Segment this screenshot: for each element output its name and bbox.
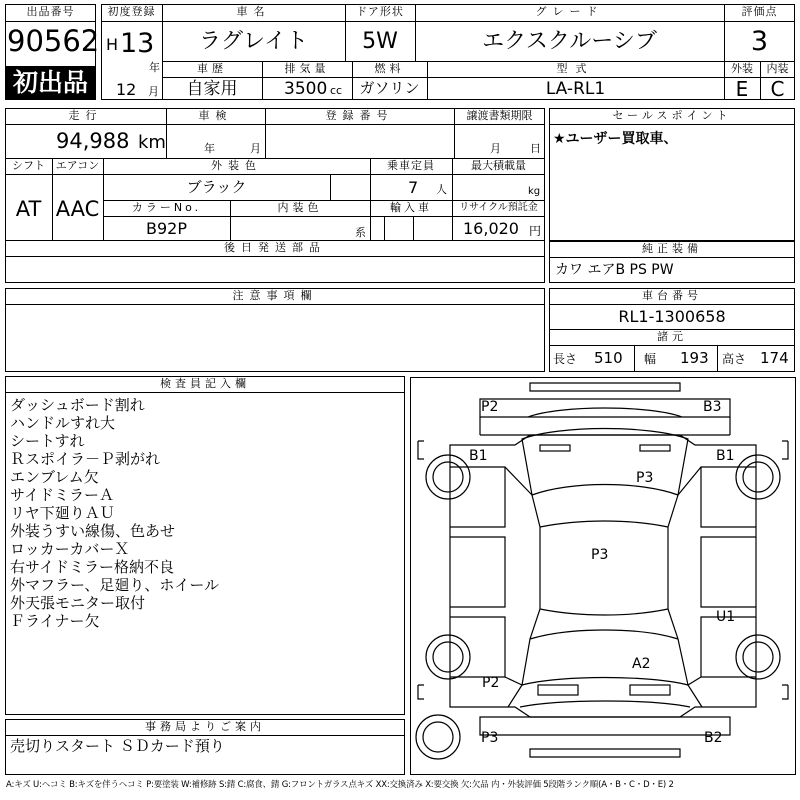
mileage-unit: km bbox=[138, 132, 166, 153]
color-value: ブラック bbox=[186, 178, 247, 196]
import-label: 輸入車 bbox=[390, 201, 432, 214]
door-value: 5W bbox=[362, 29, 398, 54]
sales-point-label: セールスポイント bbox=[612, 109, 732, 122]
history-label: 車歴 bbox=[197, 62, 227, 75]
mark-p3-rear: P3 bbox=[636, 470, 654, 486]
lot-number: 90562 bbox=[7, 24, 100, 58]
inspection-month-unit: 月 bbox=[250, 142, 261, 155]
inspector-line: リヤ下廻りＡＵ bbox=[10, 504, 115, 522]
mark-b1-left: B1 bbox=[469, 448, 488, 464]
recycle-unit: 円 bbox=[529, 224, 542, 238]
door-label: ドア形状 bbox=[356, 5, 404, 18]
chassis-label: 車台番号 bbox=[642, 289, 702, 302]
color-label: 外装色 bbox=[211, 159, 262, 172]
exterior-value: E bbox=[735, 77, 749, 101]
capacity-unit: 人 bbox=[436, 183, 447, 196]
interior-value: C bbox=[770, 77, 785, 101]
car-name: ラグレイト bbox=[199, 29, 308, 54]
first-reg-month: 12 bbox=[116, 80, 137, 99]
mark-a2-front: A2 bbox=[632, 656, 651, 672]
max-load-unit: kg bbox=[528, 186, 541, 197]
mark-p2-rear-left: P2 bbox=[481, 399, 499, 415]
transfer-label: 譲渡書類期限 bbox=[466, 109, 533, 122]
color-no-value: B92P bbox=[146, 219, 187, 238]
mileage-value: 94,988 bbox=[56, 129, 130, 153]
aircon-value: AAC bbox=[55, 197, 100, 221]
inspector-line: エンブレム欠 bbox=[10, 468, 99, 486]
inspector-line: ハンドルすれ大 bbox=[10, 414, 116, 432]
sales-point-text: ★ユーザー買取車、 bbox=[553, 131, 678, 147]
displacement-unit: cc bbox=[330, 84, 343, 97]
inspector-line: ロッカーカバーＸ bbox=[10, 540, 130, 558]
displacement-value: 3500 bbox=[284, 79, 328, 99]
inspector-line: シートすれ bbox=[10, 432, 85, 450]
interior-label: 内装 bbox=[766, 62, 789, 75]
height-value: 174 bbox=[760, 349, 789, 367]
grade-value: エクスクルーシブ bbox=[482, 29, 657, 54]
year-unit: 年 bbox=[149, 61, 160, 74]
inspector-line: Ｆライナー欠 bbox=[10, 612, 100, 630]
car-damage-diagram bbox=[410, 377, 796, 775]
first-listing-badge: 初出品 bbox=[6, 66, 95, 99]
width-label: 幅 bbox=[644, 352, 657, 366]
recycle-value: 16,020 bbox=[463, 219, 519, 238]
mileage-label: 走行 bbox=[68, 109, 103, 122]
equipment-value: カワ エアB PS PW bbox=[555, 262, 674, 278]
lot-label: 出品番号 bbox=[26, 5, 75, 18]
grade-label: グレード bbox=[535, 5, 604, 18]
exterior-label: 外装 bbox=[731, 62, 753, 75]
capacity-label: 乗車定員 bbox=[387, 159, 435, 172]
model-value: LA-RL1 bbox=[545, 79, 606, 99]
mark-b1-right: B1 bbox=[716, 448, 735, 464]
length-label: 長さ bbox=[553, 352, 578, 366]
fuel-label: 燃料 bbox=[374, 62, 405, 75]
sales-point-box bbox=[549, 108, 795, 241]
legend: A:キズ U:ヘコミ B:キズを伴うヘコミ P:要塗装 W:補修跡 S:錆 C:腐食、錆 G:フロントガラス点キズ XX:交換済み X:要交換 欠:欠品 内・外装評価 5段階ランク順(A・B・C・D・E) 2 bbox=[6, 780, 674, 790]
inspection-label: 車検 bbox=[198, 109, 233, 122]
mark-b3-rear-right: B3 bbox=[703, 399, 722, 415]
inspection-year-unit: 年 bbox=[204, 142, 215, 155]
first-reg-year: 13 bbox=[120, 28, 155, 59]
shift-value: AT bbox=[15, 197, 42, 221]
office-label: 事務局よりご案内 bbox=[145, 720, 265, 733]
max-load-label: 最大積載量 bbox=[471, 159, 526, 172]
inspector-label: 検査員記入欄 bbox=[160, 377, 250, 390]
inspector-line: 外マフラー、足廻り、ホイール bbox=[10, 576, 220, 594]
first-reg-label: 初度登録 bbox=[107, 5, 156, 18]
month-unit: 月 bbox=[148, 85, 159, 98]
mark-p3-roof: P3 bbox=[591, 547, 609, 563]
inspector-line: Ｒスポイラ－Ｐ剥がれ bbox=[10, 450, 161, 468]
mark-u1-right: U1 bbox=[716, 609, 736, 625]
score-value: 3 bbox=[750, 26, 769, 57]
mark-p2-front-left: P2 bbox=[482, 675, 500, 691]
interior-color-unit: 系 bbox=[355, 226, 366, 239]
model-label: 型式 bbox=[556, 62, 595, 75]
dims-label: 諸元 bbox=[657, 330, 687, 343]
inspector-line: 右サイドミラー格納不良 bbox=[10, 558, 174, 576]
history-value: 自家用 bbox=[186, 79, 238, 99]
score-label: 評価点 bbox=[741, 5, 778, 18]
width-value: 193 bbox=[680, 349, 709, 367]
height-label: 高さ bbox=[722, 352, 747, 366]
chassis-value: RL1-1300658 bbox=[618, 307, 726, 326]
recycle-label: リサイクル預託金 bbox=[459, 202, 538, 213]
color-no-label: カラーNo. bbox=[131, 201, 202, 214]
aircon-label: エアコン bbox=[55, 159, 100, 172]
transfer-month-unit: 月 bbox=[490, 142, 501, 155]
inspector-line: 外装うすい線傷、色あせ bbox=[10, 522, 176, 540]
mark-b2-front-right: B2 bbox=[704, 730, 723, 746]
notes-label: 注意事項欄 bbox=[232, 289, 318, 302]
mark-p3-front-bumper: P3 bbox=[481, 730, 499, 746]
car-name-label: 車名 bbox=[236, 5, 271, 18]
era: H bbox=[106, 35, 119, 54]
fuel-value: ガソリン bbox=[359, 79, 420, 97]
displacement-label: 排気量 bbox=[284, 62, 330, 75]
interior-color-label: 内装色 bbox=[277, 201, 323, 214]
inspector-line: ダッシュボード割れ bbox=[10, 396, 145, 414]
office-text: 売切りスタート ＳＤカード預り bbox=[10, 737, 225, 755]
inspector-line: サイドミラーＡ bbox=[10, 486, 114, 504]
length-value: 510 bbox=[594, 349, 623, 367]
equipment-label: 純正装備 bbox=[642, 242, 702, 255]
reg-no-label: 登録番号 bbox=[325, 109, 394, 122]
transfer-day-unit: 日 bbox=[530, 142, 541, 155]
later-parts-label: 後日発送部品 bbox=[224, 241, 326, 254]
shift-label: シフト bbox=[12, 159, 45, 172]
inspector-line: 外天張モニター取付 bbox=[10, 594, 146, 612]
capacity-value: 7 bbox=[408, 178, 419, 197]
